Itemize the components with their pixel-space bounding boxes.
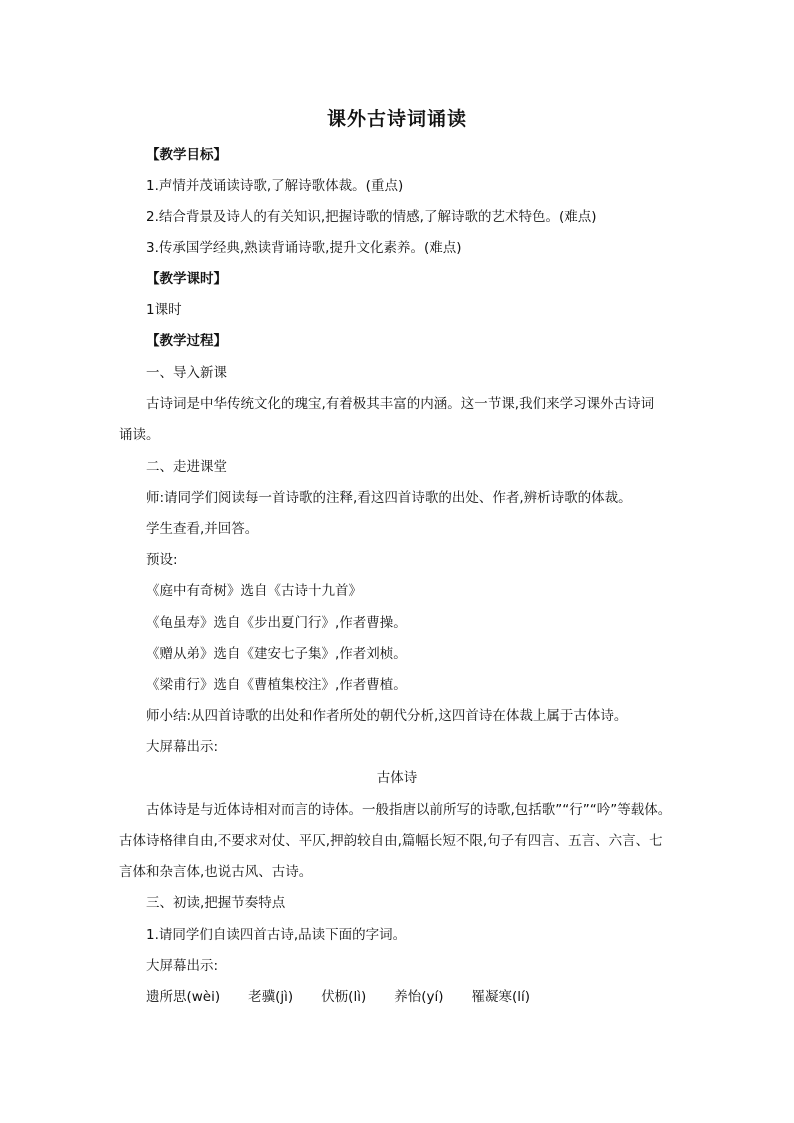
vocabulary-list <box>146 987 558 1007</box>
paragraph: 师小结:从四首诗歌的出处和作者所处的朝代分析,这四首诗在体裁上属于古体诗。 <box>146 708 628 724</box>
paragraph: 古体诗格律自由,不要求对仗、平仄,押韵较自由,篇幅长短不限,句子有四言、五言、六言、七 <box>119 833 663 849</box>
paragraph: 《龟虽寿》选自《步出夏门行》,作者曹操。 <box>146 615 407 631</box>
subheading: 古体诗 <box>376 770 418 786</box>
paragraph: 古诗词是中华传统文化的瑰宝,有着极其丰富的内涵。这一节课,我们来学习课外古诗词 <box>146 396 655 412</box>
vocab-word: 老骥(jì) <box>248 989 294 1005</box>
section-heading: 二、走进课堂 <box>146 459 227 475</box>
hours-text: 1课时 <box>146 302 182 318</box>
paragraph: 大屏幕出示: <box>146 958 219 974</box>
paragraph: 学生查看,并回答。 <box>146 521 259 537</box>
goal-item: 2.结合背景及诗人的有关知识,把握诗歌的情感,了解诗歌的艺术特色。(难点) <box>146 209 597 225</box>
paragraph: 《庭中有奇树》选自《古诗十九首》 <box>146 583 362 599</box>
paragraph: 大屏幕出示: <box>146 739 219 755</box>
paragraph: 《赠从弟》选自《建安七子集》,作者刘桢。 <box>146 646 407 662</box>
paragraph: 言体和杂言体,也说古风、古诗。 <box>119 864 313 880</box>
section-heading: 三、初读,把握节奏特点 <box>146 895 286 911</box>
vocab-word: 罹凝寒(lí) <box>471 989 531 1005</box>
section-heading: 一、导入新课 <box>146 365 227 381</box>
vocab-word: 养怡(yí) <box>394 989 444 1005</box>
paragraph: 预设: <box>146 552 178 568</box>
goal-item: 1.声情并茂诵读诗歌,了解诗歌体裁。(重点) <box>146 178 404 194</box>
hours-heading: 【教学课时】 <box>146 271 227 287</box>
paragraph: 《梁甫行》选自《曹植集校注》,作者曹植。 <box>146 677 407 693</box>
page-title: 课外古诗词诵读 <box>326 108 467 130</box>
goals-heading: 【教学目标】 <box>146 147 227 163</box>
vocab-word: 遗所思(wèi) <box>146 989 221 1005</box>
paragraph: 古体诗是与近体诗相对而言的诗体。一般指唐以前所写的诗歌,包括歌”“行”“吟”等载体。 <box>146 802 672 818</box>
goal-item: 3.传承国学经典,熟读背诵诗歌,提升文化素养。(难点) <box>146 240 462 256</box>
vocab-word: 伏枥(lì) <box>321 989 367 1005</box>
paragraph: 诵读。 <box>119 427 160 443</box>
process-heading: 【教学过程】 <box>146 333 227 349</box>
paragraph: 1.请同学们自读四首古诗,品读下面的字词。 <box>146 927 407 943</box>
paragraph: 师:请同学们阅读每一首诗歌的注释,看这四首诗歌的出处、作者,辨析诗歌的体裁。 <box>146 490 632 506</box>
